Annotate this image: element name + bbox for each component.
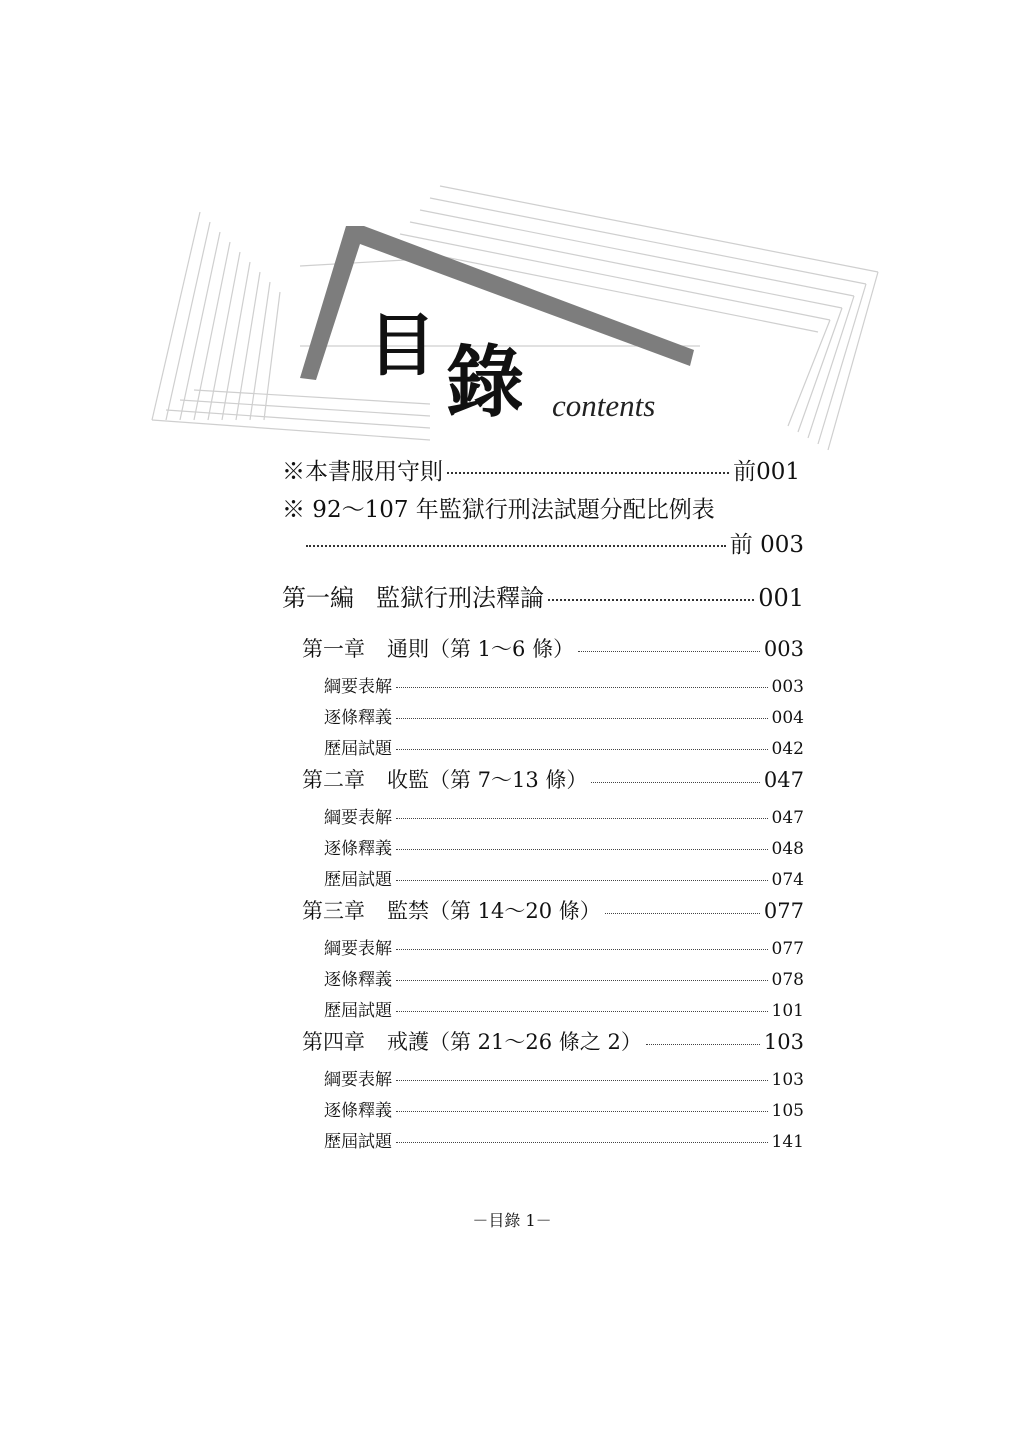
leader-dots	[548, 599, 754, 601]
part-label: 第一編	[282, 584, 354, 612]
section-label: 逐條釋義	[324, 839, 392, 859]
chapter-title: 通則（第 1～6 條）	[387, 637, 575, 661]
toc-label: ※ 92～107 年監獄行刑法試題分配比例表	[282, 497, 715, 523]
toc-page: 101	[771, 1001, 804, 1021]
section-label: 逐條釋義	[324, 708, 392, 728]
toc-page: 074	[771, 870, 804, 890]
leader-dots	[396, 880, 768, 881]
leader-dots	[396, 1142, 768, 1143]
section-label: 歷屆試題	[324, 739, 392, 759]
section-label: 綱要表解	[324, 1070, 392, 1090]
toc-chapter[interactable]	[302, 1026, 804, 1056]
leader-dots	[447, 472, 729, 474]
toc-section[interactable]	[324, 803, 804, 828]
toc-chapter[interactable]	[302, 633, 804, 663]
toc-page: 105	[771, 1101, 804, 1121]
toc-page: 047	[771, 808, 804, 828]
toc-front-1[interactable]	[282, 453, 800, 486]
section-label: 綱要表解	[324, 677, 392, 697]
toc-front-2-page[interactable]	[306, 526, 804, 559]
title-char-1: 目	[368, 306, 437, 386]
subtitle: contents	[552, 388, 656, 423]
chapter-label: 第四章	[302, 1030, 365, 1054]
toc-page: 003	[763, 637, 804, 661]
title-char-2: 錄	[446, 337, 525, 428]
toc-section[interactable]	[324, 865, 804, 890]
toc-page: 048	[771, 839, 804, 859]
toc-label: ※本書服用守則	[282, 459, 443, 485]
leader-dots	[396, 1080, 768, 1081]
toc-front-2-title[interactable]	[282, 491, 802, 524]
leader-dots	[591, 782, 759, 783]
section-label: 歷屆試題	[324, 870, 392, 890]
section-label: 綱要表解	[324, 808, 392, 828]
leader-dots	[605, 913, 760, 914]
toc-section[interactable]	[324, 1096, 804, 1121]
leader-dots	[396, 849, 768, 850]
leader-dots	[306, 545, 726, 547]
toc-section[interactable]	[324, 672, 804, 697]
chapter-label: 第二章	[302, 768, 365, 792]
section-label: 歷屆試題	[324, 1001, 392, 1021]
toc-section[interactable]	[324, 1127, 804, 1152]
toc-page: 042	[771, 739, 804, 759]
toc-chapter[interactable]	[302, 764, 804, 794]
leader-dots	[646, 1044, 760, 1045]
toc-section[interactable]	[324, 965, 804, 990]
toc-page: 前001	[733, 459, 800, 485]
chapter-label: 第三章	[302, 899, 365, 923]
part-title: 監獄行刑法釋論	[376, 584, 544, 612]
section-label: 逐條釋義	[324, 970, 392, 990]
chapter-title: 戒護（第 21～26 條之 2）	[387, 1030, 642, 1054]
toc-page: 141	[771, 1132, 804, 1152]
toc-section[interactable]	[324, 1065, 804, 1090]
toc-page: 003	[771, 677, 804, 697]
leader-dots	[578, 651, 760, 652]
toc-section[interactable]	[324, 996, 804, 1021]
leader-dots	[396, 749, 768, 750]
toc-page: 004	[771, 708, 804, 728]
leader-dots	[396, 818, 768, 819]
section-label: 綱要表解	[324, 939, 392, 959]
toc-page: 047	[763, 768, 804, 792]
toc-part[interactable]	[282, 578, 804, 613]
section-label: 逐條釋義	[324, 1101, 392, 1121]
toc-section[interactable]	[324, 703, 804, 728]
leader-dots	[396, 980, 768, 981]
leader-dots	[396, 949, 768, 950]
toc-page: 077	[771, 939, 804, 959]
toc-page: 001	[758, 584, 804, 612]
toc-section[interactable]	[324, 834, 804, 859]
leader-dots	[396, 1111, 768, 1112]
toc-page: 077	[763, 899, 804, 923]
page-footer: －目錄 1－	[472, 1211, 552, 1230]
toc-section[interactable]	[324, 734, 804, 759]
chapter-title: 收監（第 7～13 條）	[387, 768, 588, 792]
chapter-label: 第一章	[302, 637, 365, 661]
toc-section[interactable]	[324, 934, 804, 959]
toc-page: 103	[763, 1030, 804, 1054]
toc-page: 103	[771, 1070, 804, 1090]
leader-dots	[396, 1011, 768, 1012]
leader-dots	[396, 687, 768, 688]
toc-page: 078	[771, 970, 804, 990]
leader-dots	[396, 718, 768, 719]
chapter-title: 監禁（第 14～20 條）	[387, 899, 601, 923]
section-label: 歷屆試題	[324, 1132, 392, 1152]
toc-page: 前 003	[729, 532, 804, 558]
toc-chapter[interactable]	[302, 895, 804, 925]
